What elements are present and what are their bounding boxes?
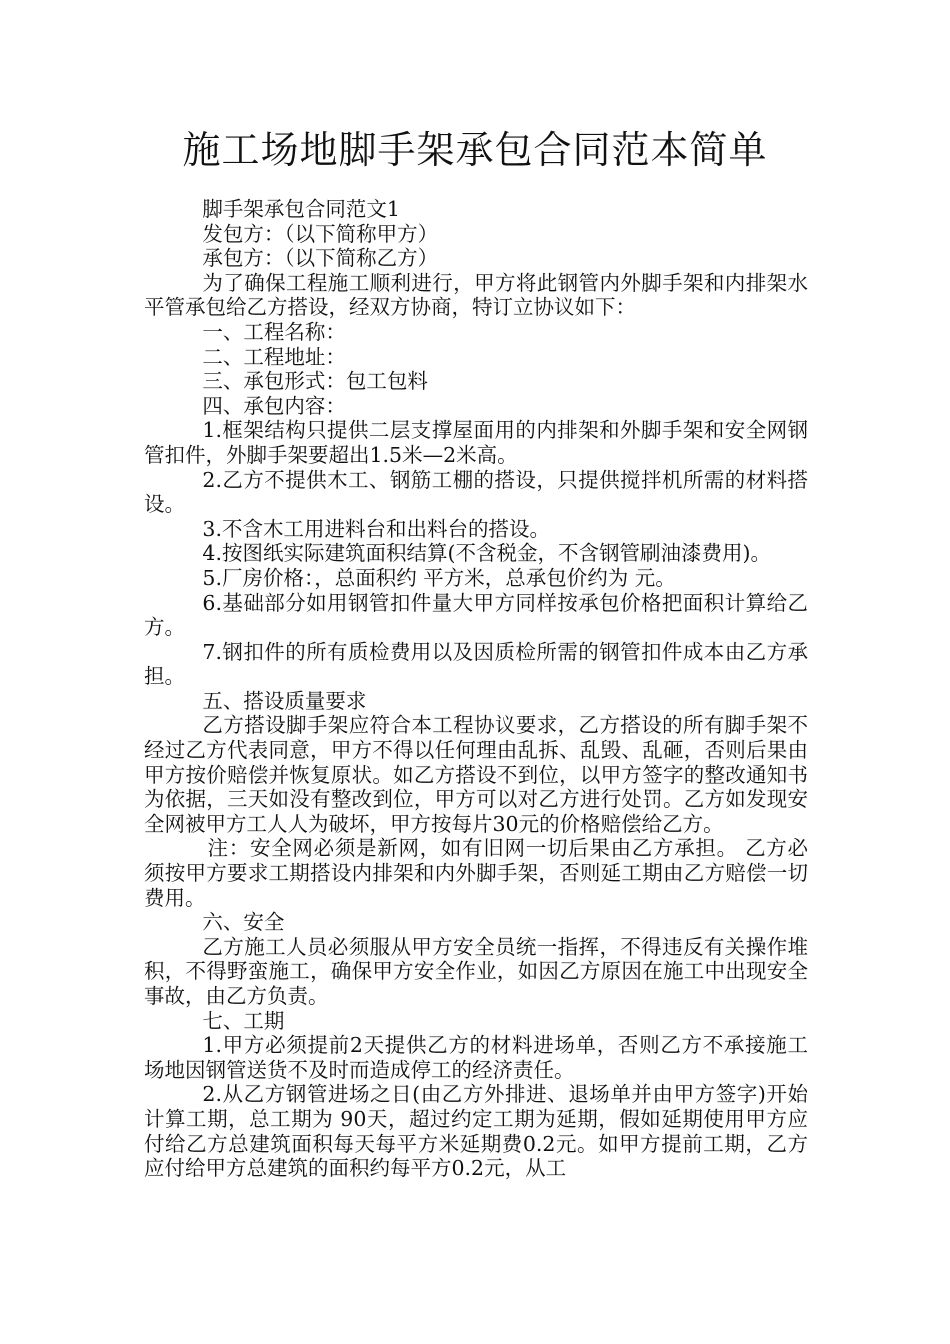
- clause-item: 3.不含木工用进料台和出料台的搭设。: [202, 516, 550, 541]
- section-safety: 六、安全: [202, 910, 285, 935]
- section-contract-form: 三、承包形式：包工包料: [202, 369, 428, 394]
- clause-item: 6.基础部分如用钢管扣件量大甲方同样按承包价格把面积计算给乙方。: [144, 590, 808, 640]
- clause-item: 2.从乙方钢管进场之日(由乙方外排进、退场单并由甲方签字)开始计算工期，总工期为 90天，超过约定工期为延期，假如延期使用甲方应付给乙方总建筑面积每天每平方米延期费0.2元。如甲方提前工期，乙方应付给甲方总建筑的面积约每平方0.2元，从工: [144, 1082, 808, 1181]
- clause-item: 5.厂房价格：，总面积约 平方米，总承包价约为 元。: [202, 565, 676, 590]
- section-quality-requirements: 五、搭设质量要求: [202, 688, 367, 713]
- document-title: 施工场地脚手架承包合同范本简单: [182, 128, 768, 172]
- paragraph-party-a: 发包方：（以下简称甲方）: [202, 221, 439, 246]
- clause-item: 2.乙方不提供木工、钢筋工棚的搭设，只提供搅拌机所需的材料搭设。: [144, 467, 808, 517]
- document-body: [144, 197, 808, 1181]
- section-project-address: 二、工程地址：: [202, 344, 346, 369]
- paragraph-quality-details: 乙方搭设脚手架应符合本工程协议要求，乙方搭设的所有脚手架不经过乙方代表同意，甲方不得以任何理由乱拆、乱毁、乱砸，否则后果由甲方按价赔偿并恢复原状。如乙方搭设不到位，以甲方签字的整改通知书为依据，三天如没有整改到位，甲方可以对乙方进行处罚。乙方如发现安全网被甲方工人人为破坏，甲方按每片30元的价格赔偿给乙方。: [144, 713, 808, 836]
- clause-item: 1.框架结构只提供二层支撑屋面用的内排架和外脚手架和安全网钢管扣件，外脚手架要超出1.5米—2米高。: [144, 418, 808, 467]
- paragraph-party-b: 承包方：（以下简称乙方）: [202, 246, 439, 271]
- section-contract-content: 四、承包内容：: [202, 393, 346, 418]
- clause-item: 1.甲方必须提前2天提供乙方的材料进场单，否则乙方不承接施工场地因钢管送货不及时而造成停工的经济责任。: [144, 1033, 808, 1082]
- paragraph-note: 注：安全网必须是新网，如有旧网一切后果由乙方承担。 乙方必须按甲方要求工期搭设内排架和内外脚手架，否则延工期由乙方赔偿一切费用。: [144, 836, 808, 910]
- paragraph-heading-sample: 脚手架承包合同范文1: [202, 197, 400, 221]
- paragraph-preamble: 为了确保工程施工顺利进行，甲方将此钢管内外脚手架和内排架水平管承包给乙方搭设，经双方协商，特订立协议如下：: [144, 270, 808, 320]
- clause-item: 7.钢扣件的所有质检费用以及因质检所需的钢管扣件成本由乙方承担。: [144, 639, 808, 689]
- section-project-name: 一、工程名称：: [202, 319, 346, 344]
- clause-item: 4.按图纸实际建筑面积结算(不含税金，不含钢管刷油漆费用)。: [202, 541, 771, 566]
- section-schedule: 七、工期: [202, 1008, 285, 1033]
- paragraph-safety-details: 乙方施工人员必须服从甲方安全员统一指挥，不得违反有关操作堆积，不得野蛮施工，确保甲方安全作业，如因乙方原因在施工中出现安全事故，由乙方负责。: [144, 934, 808, 1008]
